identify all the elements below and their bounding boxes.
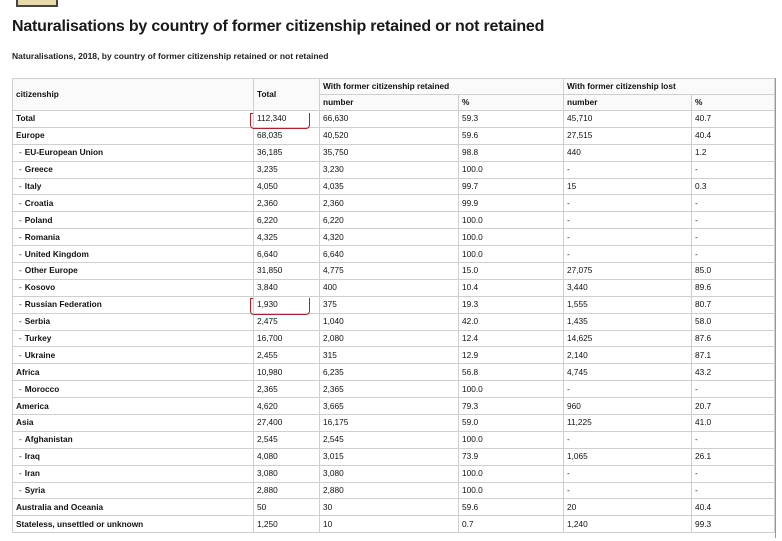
total-cell: 3,235 bbox=[254, 161, 320, 178]
indent-marker: - bbox=[19, 468, 22, 479]
retained-number-cell: 2,365 bbox=[320, 381, 459, 398]
retained-number-cell: 40,520 bbox=[320, 127, 459, 144]
table-row bbox=[13, 398, 775, 415]
total-cell: 16,700 bbox=[254, 330, 320, 347]
citizenship-cell bbox=[13, 398, 254, 415]
citizenship-cell bbox=[13, 499, 254, 516]
citizenship-label: America bbox=[16, 400, 49, 411]
citizenship-cell bbox=[13, 415, 254, 432]
lost-percent-cell: 99.3 bbox=[692, 516, 775, 533]
retained-percent-cell: 99.7 bbox=[459, 178, 564, 195]
retained-number-cell: 6,235 bbox=[320, 364, 459, 381]
table-row bbox=[13, 465, 775, 482]
citizenship-label: Iran bbox=[24, 468, 40, 479]
page-title: Naturalisations by country of former citizenship retained or not retained bbox=[12, 18, 545, 35]
lost-number-cell: 2,140 bbox=[564, 347, 692, 364]
lost-percent-cell: 89.6 bbox=[692, 279, 775, 296]
table-row bbox=[13, 482, 775, 499]
lost-number-cell: - bbox=[564, 212, 692, 229]
lost-percent-cell: 0.3 bbox=[692, 178, 775, 195]
header-lost-number: number bbox=[564, 95, 692, 111]
indent-marker: - bbox=[19, 214, 22, 225]
citizenship-label: Poland bbox=[24, 214, 53, 225]
total-cell: 4,050 bbox=[254, 178, 320, 195]
retained-percent-cell: 15.0 bbox=[459, 263, 564, 280]
retained-percent-cell: 0.7 bbox=[459, 516, 564, 533]
retained-percent-cell: 100.0 bbox=[459, 246, 564, 263]
indent-marker: - bbox=[19, 349, 22, 360]
citizenship-label: United Kingdom bbox=[24, 248, 89, 259]
table-row bbox=[13, 161, 775, 178]
table-row bbox=[13, 347, 775, 364]
citizenship-label: Syria bbox=[24, 485, 46, 496]
table-row bbox=[13, 246, 775, 263]
lost-number-cell: 27,515 bbox=[564, 127, 692, 144]
lost-number-cell: - bbox=[564, 381, 692, 398]
table-row bbox=[13, 296, 775, 313]
retained-number-cell: 30 bbox=[320, 499, 459, 516]
citizenship-label: Asia bbox=[16, 417, 34, 428]
citizenship-label: Afghanistan bbox=[24, 434, 73, 445]
indent-marker: - bbox=[19, 333, 22, 344]
retained-number-cell: 3,665 bbox=[320, 398, 459, 415]
lost-percent-cell: 40.4 bbox=[692, 127, 775, 144]
lost-percent-cell: - bbox=[692, 246, 775, 263]
table-row bbox=[13, 330, 775, 347]
lost-number-cell: - bbox=[564, 161, 692, 178]
lost-number-cell: 45,710 bbox=[564, 111, 692, 128]
header-total: Total bbox=[254, 79, 320, 111]
lost-percent-cell: 80.7 bbox=[692, 296, 775, 313]
logo-fragment bbox=[16, 0, 58, 7]
retained-percent-cell: 99.9 bbox=[459, 195, 564, 212]
header-citizenship: citizenship bbox=[13, 79, 254, 111]
lost-percent-cell: - bbox=[692, 465, 775, 482]
citizenship-cell bbox=[13, 229, 254, 246]
table-row bbox=[13, 178, 775, 195]
lost-percent-cell: - bbox=[692, 482, 775, 499]
table-row bbox=[13, 448, 775, 465]
citizenship-label: Turkey bbox=[24, 333, 52, 344]
retained-percent-cell: 73.9 bbox=[459, 448, 564, 465]
indent-marker: - bbox=[19, 231, 22, 242]
retained-percent-cell: 100.0 bbox=[459, 482, 564, 499]
indent-marker: - bbox=[19, 282, 22, 293]
header-lost: With former citizenship lost bbox=[564, 79, 775, 95]
table-row bbox=[13, 212, 775, 229]
citizenship-label: EU-European Union bbox=[24, 147, 104, 158]
total-cell: 10,980 bbox=[254, 364, 320, 381]
lost-number-cell: 15 bbox=[564, 178, 692, 195]
table-row bbox=[13, 499, 775, 516]
total-cell: 2,880 bbox=[254, 482, 320, 499]
indent-marker: - bbox=[19, 299, 22, 310]
table-body bbox=[13, 111, 775, 533]
citizenship-cell bbox=[13, 347, 254, 364]
citizenship-cell bbox=[13, 212, 254, 229]
table-subtitle: Naturalisations, 2018, by country of former citizenship retained or not retained bbox=[12, 51, 329, 61]
citizenship-cell bbox=[13, 178, 254, 195]
citizenship-cell bbox=[13, 448, 254, 465]
citizenship-cell bbox=[13, 431, 254, 448]
citizenship-label: Australia and Oceania bbox=[16, 501, 104, 512]
citizenship-cell bbox=[13, 246, 254, 263]
citizenship-cell bbox=[13, 330, 254, 347]
naturalisations-table bbox=[12, 78, 775, 533]
total-cell: 2,455 bbox=[254, 347, 320, 364]
total-cell: 2,545 bbox=[254, 431, 320, 448]
citizenship-label: Stateless, unsettled or unknown bbox=[16, 518, 144, 529]
retained-percent-cell: 100.0 bbox=[459, 465, 564, 482]
lost-number-cell: - bbox=[564, 482, 692, 499]
table-row bbox=[13, 516, 775, 533]
total-cell: 6,220 bbox=[254, 212, 320, 229]
lost-number-cell: - bbox=[564, 465, 692, 482]
lost-percent-cell: - bbox=[692, 212, 775, 229]
citizenship-cell bbox=[13, 296, 254, 313]
retained-number-cell: 4,035 bbox=[320, 178, 459, 195]
indent-marker: - bbox=[19, 434, 22, 445]
total-cell: 3,840 bbox=[254, 279, 320, 296]
total-cell: 31,850 bbox=[254, 263, 320, 280]
citizenship-cell bbox=[13, 364, 254, 381]
lost-percent-cell: - bbox=[692, 195, 775, 212]
citizenship-label: Romania bbox=[24, 231, 60, 242]
retained-percent-cell: 59.6 bbox=[459, 127, 564, 144]
lost-number-cell: - bbox=[564, 195, 692, 212]
lost-percent-cell: 41.0 bbox=[692, 415, 775, 432]
lost-percent-cell: 87.1 bbox=[692, 347, 775, 364]
indent-marker: - bbox=[19, 485, 22, 496]
lost-number-cell: 1,555 bbox=[564, 296, 692, 313]
retained-percent-cell: 56.8 bbox=[459, 364, 564, 381]
retained-number-cell: 6,640 bbox=[320, 246, 459, 263]
lost-number-cell: 1,065 bbox=[564, 448, 692, 465]
total-cell: 68,035 bbox=[254, 127, 320, 144]
retained-number-cell: 315 bbox=[320, 347, 459, 364]
table-row bbox=[13, 229, 775, 246]
indent-marker: - bbox=[19, 248, 22, 259]
citizenship-cell bbox=[13, 482, 254, 499]
header-lost-percent: % bbox=[692, 95, 775, 111]
indent-marker: - bbox=[19, 383, 22, 394]
table-row bbox=[13, 279, 775, 296]
table-row bbox=[13, 263, 775, 280]
citizenship-cell bbox=[13, 313, 254, 330]
citizenship-label: Russian Federation bbox=[24, 299, 102, 310]
indent-marker: - bbox=[19, 265, 22, 276]
retained-number-cell: 400 bbox=[320, 279, 459, 296]
total-cell: 1,930 bbox=[254, 296, 320, 313]
citizenship-cell bbox=[13, 127, 254, 144]
retained-percent-cell: 19.3 bbox=[459, 296, 564, 313]
lost-percent-cell: - bbox=[692, 381, 775, 398]
retained-number-cell: 10 bbox=[320, 516, 459, 533]
lost-percent-cell: 87.6 bbox=[692, 330, 775, 347]
total-cell: 112,340 bbox=[254, 111, 320, 128]
citizenship-cell bbox=[13, 111, 254, 128]
retained-percent-cell: 12.9 bbox=[459, 347, 564, 364]
retained-percent-cell: 10.4 bbox=[459, 279, 564, 296]
page-frame-edge bbox=[775, 78, 776, 538]
table-row bbox=[13, 381, 775, 398]
total-cell: 1,250 bbox=[254, 516, 320, 533]
citizenship-label: Ukraine bbox=[24, 349, 56, 360]
table-row bbox=[13, 431, 775, 448]
lost-number-cell: 960 bbox=[564, 398, 692, 415]
total-cell: 50 bbox=[254, 499, 320, 516]
citizenship-label: Morocco bbox=[24, 383, 60, 394]
header-retained-number: number bbox=[320, 95, 459, 111]
indent-marker: - bbox=[19, 316, 22, 327]
citizenship-cell bbox=[13, 516, 254, 533]
retained-percent-cell: 59.3 bbox=[459, 111, 564, 128]
lost-percent-cell: - bbox=[692, 229, 775, 246]
header-retained-percent: % bbox=[459, 95, 564, 111]
citizenship-cell bbox=[13, 195, 254, 212]
retained-percent-cell: 100.0 bbox=[459, 431, 564, 448]
table-row bbox=[13, 144, 775, 161]
retained-percent-cell: 100.0 bbox=[459, 381, 564, 398]
table-row bbox=[13, 415, 775, 432]
lost-number-cell: 20 bbox=[564, 499, 692, 516]
retained-percent-cell: 12.4 bbox=[459, 330, 564, 347]
retained-number-cell: 2,080 bbox=[320, 330, 459, 347]
total-cell: 4,620 bbox=[254, 398, 320, 415]
indent-marker: - bbox=[19, 197, 22, 208]
lost-number-cell: 27,075 bbox=[564, 263, 692, 280]
citizenship-cell bbox=[13, 381, 254, 398]
lost-percent-cell: 20.7 bbox=[692, 398, 775, 415]
lost-percent-cell: 85.0 bbox=[692, 263, 775, 280]
indent-marker: - bbox=[19, 451, 22, 462]
total-cell: 2,365 bbox=[254, 381, 320, 398]
retained-number-cell: 4,320 bbox=[320, 229, 459, 246]
retained-percent-cell: 98.8 bbox=[459, 144, 564, 161]
total-cell: 4,080 bbox=[254, 448, 320, 465]
lost-percent-cell: 40.7 bbox=[692, 111, 775, 128]
lost-number-cell: 14,625 bbox=[564, 330, 692, 347]
retained-percent-cell: 79.3 bbox=[459, 398, 564, 415]
total-cell: 2,475 bbox=[254, 313, 320, 330]
citizenship-label: Africa bbox=[16, 366, 40, 377]
total-cell: 36,185 bbox=[254, 144, 320, 161]
table-row bbox=[13, 111, 775, 128]
citizenship-cell bbox=[13, 144, 254, 161]
citizenship-cell bbox=[13, 263, 254, 280]
retained-number-cell: 375 bbox=[320, 296, 459, 313]
total-cell: 4,325 bbox=[254, 229, 320, 246]
lost-number-cell: - bbox=[564, 431, 692, 448]
lost-percent-cell: 1.2 bbox=[692, 144, 775, 161]
citizenship-label: Greece bbox=[24, 164, 53, 175]
table-row bbox=[13, 313, 775, 330]
table-row bbox=[13, 127, 775, 144]
retained-number-cell: 2,880 bbox=[320, 482, 459, 499]
lost-number-cell: 4,745 bbox=[564, 364, 692, 381]
retained-number-cell: 3,015 bbox=[320, 448, 459, 465]
retained-percent-cell: 100.0 bbox=[459, 229, 564, 246]
retained-percent-cell: 59.0 bbox=[459, 415, 564, 432]
retained-number-cell: 3,230 bbox=[320, 161, 459, 178]
retained-number-cell: 16,175 bbox=[320, 415, 459, 432]
lost-number-cell: 11,225 bbox=[564, 415, 692, 432]
indent-marker: - bbox=[19, 164, 22, 175]
total-cell: 3,080 bbox=[254, 465, 320, 482]
lost-number-cell: - bbox=[564, 246, 692, 263]
table-row bbox=[13, 195, 775, 212]
lost-percent-cell: 58.0 bbox=[692, 313, 775, 330]
lost-number-cell: 3,440 bbox=[564, 279, 692, 296]
lost-number-cell: 1,435 bbox=[564, 313, 692, 330]
lost-number-cell: - bbox=[564, 229, 692, 246]
citizenship-label: Other Europe bbox=[24, 265, 78, 276]
citizenship-cell bbox=[13, 161, 254, 178]
citizenship-label: Kosovo bbox=[24, 282, 56, 293]
table-row bbox=[13, 364, 775, 381]
retained-number-cell: 35,750 bbox=[320, 144, 459, 161]
retained-number-cell: 6,220 bbox=[320, 212, 459, 229]
citizenship-label: Total bbox=[16, 113, 36, 124]
indent-marker: - bbox=[19, 181, 22, 191]
citizenship-cell bbox=[13, 279, 254, 296]
retained-number-cell: 2,545 bbox=[320, 431, 459, 448]
citizenship-cell bbox=[13, 465, 254, 482]
lost-percent-cell: - bbox=[692, 431, 775, 448]
header-retained: With former citizenship retained bbox=[320, 79, 564, 95]
lost-percent-cell: 40.4 bbox=[692, 499, 775, 516]
lost-percent-cell: 43.2 bbox=[692, 364, 775, 381]
citizenship-label: Iraq bbox=[24, 451, 40, 462]
lost-percent-cell: - bbox=[692, 161, 775, 178]
lost-number-cell: 1,240 bbox=[564, 516, 692, 533]
citizenship-label: Italy bbox=[24, 181, 42, 191]
indent-marker: - bbox=[19, 147, 22, 158]
retained-percent-cell: 100.0 bbox=[459, 212, 564, 229]
lost-number-cell: 440 bbox=[564, 144, 692, 161]
citizenship-label: Croatia bbox=[24, 197, 54, 208]
retained-number-cell: 3,080 bbox=[320, 465, 459, 482]
retained-number-cell: 66,630 bbox=[320, 111, 459, 128]
total-cell: 27,400 bbox=[254, 415, 320, 432]
retained-number-cell: 2,360 bbox=[320, 195, 459, 212]
retained-percent-cell: 59.6 bbox=[459, 499, 564, 516]
retained-percent-cell: 100.0 bbox=[459, 161, 564, 178]
retained-number-cell: 4,775 bbox=[320, 263, 459, 280]
total-cell: 6,640 bbox=[254, 246, 320, 263]
total-cell: 2,360 bbox=[254, 195, 320, 212]
retained-number-cell: 1,040 bbox=[320, 313, 459, 330]
citizenship-label: Europe bbox=[16, 130, 45, 141]
lost-percent-cell: 26.1 bbox=[692, 448, 775, 465]
citizenship-label: Serbia bbox=[24, 316, 51, 327]
retained-percent-cell: 42.0 bbox=[459, 313, 564, 330]
